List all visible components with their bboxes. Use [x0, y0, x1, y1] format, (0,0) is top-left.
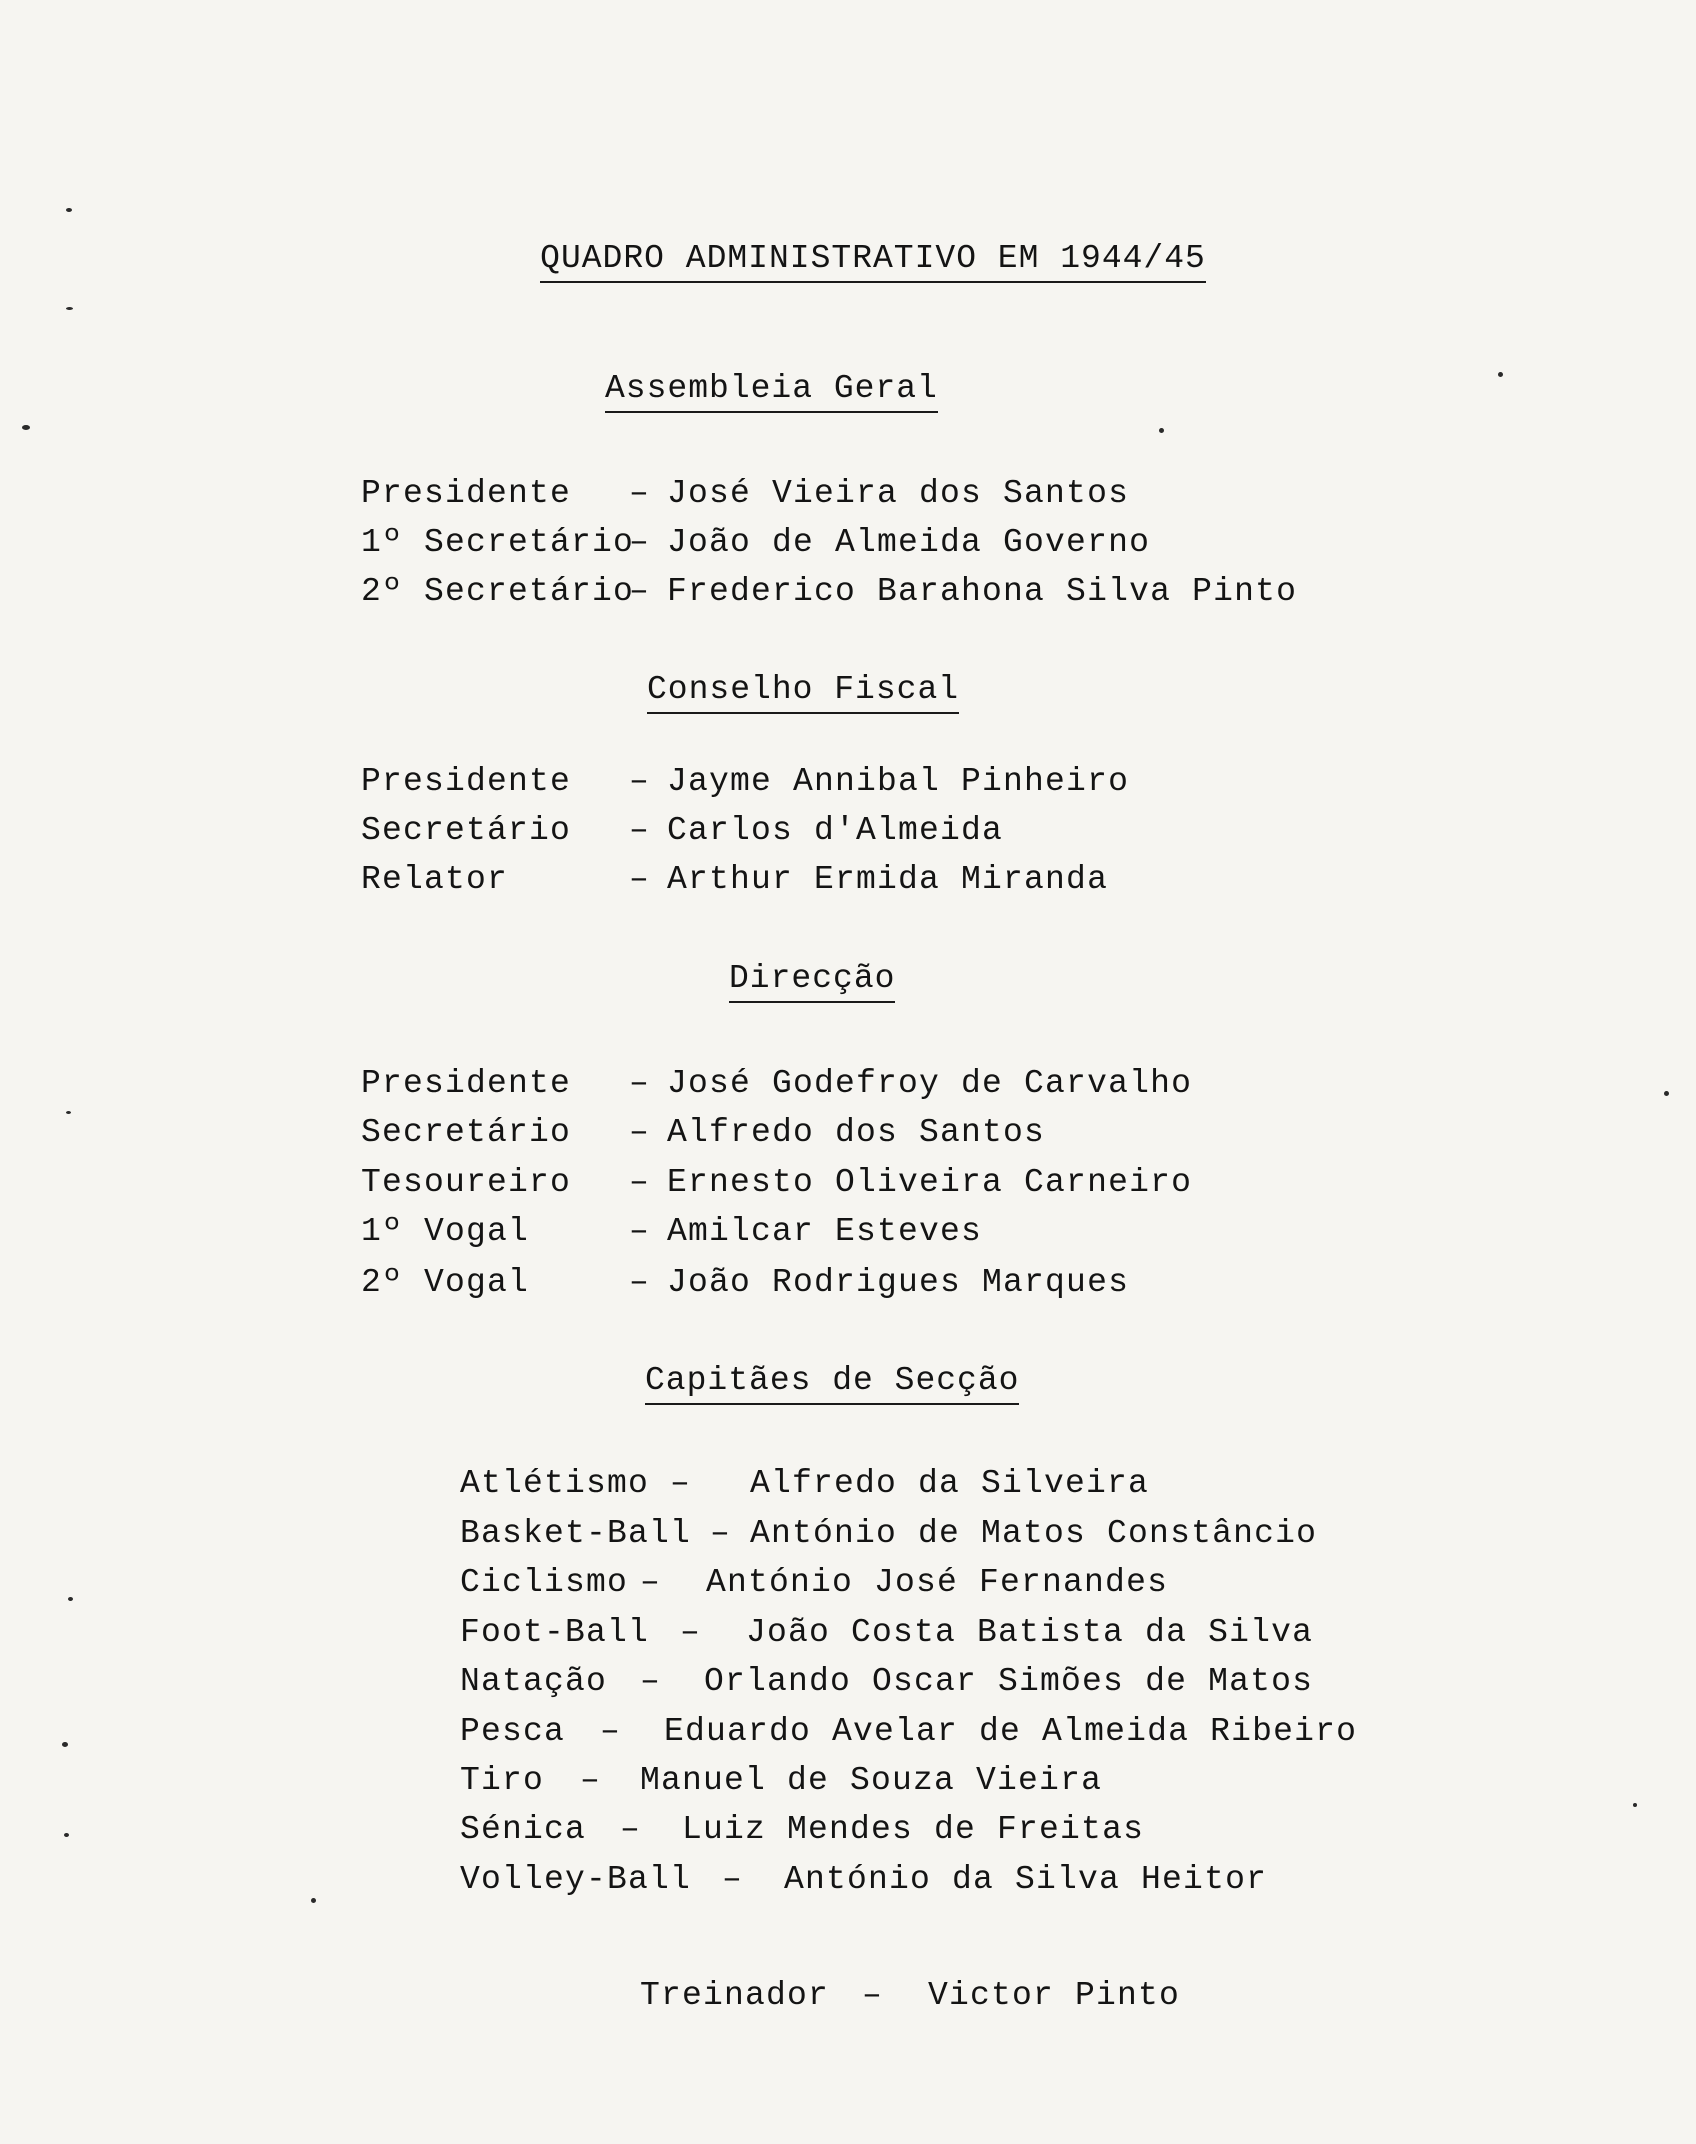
member-name: Eduardo Avelar de Almeida Ribeiro [664, 1713, 1358, 1750]
direccao-row [361, 1113, 1045, 1153]
role-label: Secretário [361, 812, 572, 849]
assembleia-row [361, 572, 1297, 612]
conselho-row [361, 762, 1129, 802]
dash-separator: – [710, 1515, 732, 1552]
role-label: 2º Vogal [361, 1264, 530, 1301]
dash-separator: – [629, 573, 651, 610]
capitaes-row [460, 1860, 1267, 1900]
dash-separator: – [862, 1977, 884, 2014]
direccao-row [361, 1212, 982, 1252]
dash-separator: – [629, 861, 651, 898]
dash-separator: – [680, 1614, 702, 1651]
member-name: Amilcar Esteves [667, 1213, 983, 1250]
dash-separator: – [580, 1762, 602, 1799]
direccao-row [361, 1064, 1192, 1104]
dash-separator: – [629, 524, 651, 561]
sport-label: Pesca [460, 1713, 566, 1750]
dash-separator: – [670, 1465, 692, 1502]
assembleia-row [361, 523, 1150, 563]
conselho-row [361, 860, 1108, 900]
role-label: Presidente [361, 763, 572, 800]
capitaes-row [460, 1810, 1144, 1850]
assembleia-row [361, 474, 1129, 514]
member-name: Luiz Mendes de Freitas [682, 1811, 1145, 1848]
member-name: Victor Pinto [928, 1977, 1181, 2014]
member-name: Ernesto Oliveira Carneiro [667, 1164, 1193, 1201]
conselho-row [361, 811, 1003, 851]
scan-speck [1664, 1091, 1669, 1096]
sport-label: Sénica [460, 1811, 587, 1848]
member-name: António José Fernandes [706, 1564, 1169, 1601]
member-name: José Godefroy de Carvalho [667, 1065, 1193, 1102]
capitaes-row [460, 1761, 1102, 1801]
member-name: Alfredo dos Santos [667, 1114, 1046, 1151]
member-name: José Vieira dos Santos [667, 475, 1130, 512]
sport-label: Foot-Ball [460, 1614, 650, 1651]
role-label: Presidente [361, 475, 572, 512]
dash-separator: – [629, 475, 651, 512]
dash-separator: – [629, 812, 651, 849]
capitaes-row [460, 1613, 1313, 1653]
capitaes-row [460, 1563, 1168, 1603]
scan-speck [66, 208, 72, 212]
scan-speck [66, 1111, 71, 1114]
member-name: Orlando Oscar Simões de Matos [704, 1663, 1314, 1700]
section-heading-assembleia-geral [605, 370, 938, 407]
direccao-row [361, 1263, 1129, 1303]
member-name: Jayme Annibal Pinheiro [667, 763, 1130, 800]
title-text: QUADRO ADMINISTRATIVO EM 1944/45 [540, 240, 1206, 283]
role-label: Relator [361, 861, 509, 898]
heading-text: Conselho Fiscal [647, 671, 959, 714]
scan-speck [62, 1742, 68, 1747]
role-label: 2º Secretário [361, 573, 635, 610]
sport-label: Volley-Ball [460, 1861, 692, 1898]
document-title [0, 240, 1696, 277]
sport-label: Atlétismo [460, 1465, 650, 1502]
role-label: 1º Vogal [361, 1213, 530, 1250]
scan-speck [64, 1833, 69, 1837]
member-name: António de Matos Constâncio [750, 1515, 1318, 1552]
dash-separator: – [629, 1164, 651, 1201]
scan-speck [66, 307, 73, 310]
scan-speck [22, 425, 30, 430]
sport-label: Ciclismo [460, 1564, 629, 1601]
member-name: Arthur Ermida Miranda [667, 861, 1109, 898]
dash-separator: – [640, 1564, 662, 1601]
dash-separator: – [722, 1861, 744, 1898]
capitaes-row [460, 1662, 1313, 1702]
capitaes-row [460, 1464, 1149, 1504]
member-name: Carlos d'Almeida [667, 812, 1004, 849]
dash-separator: – [629, 1065, 651, 1102]
capitaes-row [460, 1514, 1317, 1554]
member-name: António da Silva Heitor [784, 1861, 1268, 1898]
role-label: Tesoureiro [361, 1164, 572, 1201]
section-heading-conselho-fiscal [647, 671, 959, 708]
dash-separator: – [629, 1114, 651, 1151]
role-label: 1º Secretário [361, 524, 635, 561]
dash-separator: – [620, 1811, 642, 1848]
member-name: João de Almeida Governo [667, 524, 1151, 561]
dash-separator: – [629, 763, 651, 800]
heading-text: Capitães de Secção [645, 1362, 1019, 1405]
role-label: Treinador [640, 1977, 830, 2014]
scan-speck [1633, 1803, 1637, 1807]
scan-speck [1498, 372, 1503, 377]
dash-separator: – [629, 1213, 651, 1250]
heading-text: Direcção [729, 960, 895, 1003]
scan-speck [68, 1597, 73, 1601]
dash-separator: – [640, 1663, 662, 1700]
dash-separator: – [600, 1713, 622, 1750]
scan-speck [1159, 428, 1164, 433]
role-label: Presidente [361, 1065, 572, 1102]
member-name: João Costa Batista da Silva [746, 1614, 1314, 1651]
member-name: João Rodrigues Marques [667, 1264, 1130, 1301]
sport-label: Tiro [460, 1762, 545, 1799]
heading-text: Assembleia Geral [605, 370, 938, 413]
role-label: Secretário [361, 1114, 572, 1151]
section-heading-capitaes-de-seccao [645, 1362, 1019, 1399]
section-heading-direccao [729, 960, 895, 997]
direccao-row [361, 1163, 1192, 1203]
capitaes-row [460, 1712, 1357, 1752]
sport-label: Basket-Ball [460, 1515, 692, 1552]
sport-label: Natação [460, 1663, 608, 1700]
member-name: Manuel de Souza Vieira [640, 1762, 1103, 1799]
member-name: Alfredo da Silveira [750, 1465, 1150, 1502]
member-name: Frederico Barahona Silva Pinto [667, 573, 1298, 610]
scan-speck [311, 1898, 316, 1903]
treinador-row [640, 1976, 1180, 2016]
dash-separator: – [629, 1264, 651, 1301]
